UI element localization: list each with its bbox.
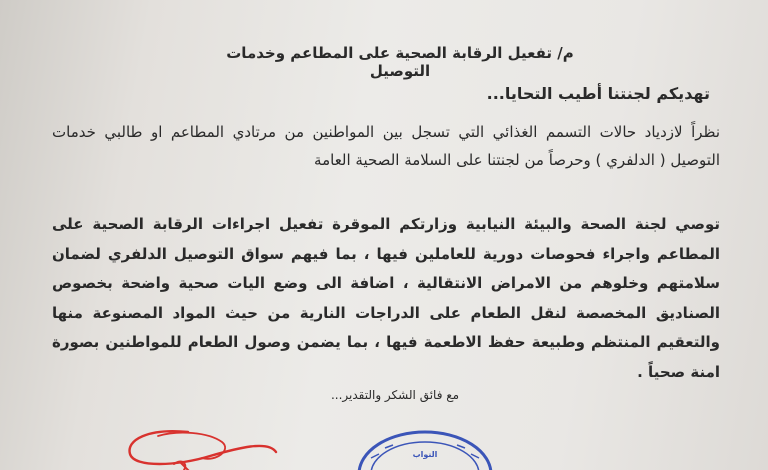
letter-closing: مع فائق الشكر والتقدير... [330, 388, 460, 402]
stamp-text: النواب [412, 450, 438, 459]
official-stamp-icon [345, 418, 505, 470]
letter-greeting: تهديكم لجنتنا أطيب التحايا... [486, 84, 710, 103]
letter-paragraph-intro: نظراً لازدياد حالات التسمم الغذائي التي تسجل بين المواطنين من مرتادي المطاعم او طالبي خدمات التوصيل ( الدلفري ) وحرصاً من لجنتنا على السلامة الصحية العامة [52, 123, 720, 169]
signature-icon [118, 418, 288, 470]
letter-paragraph-recommendation: توصي لجنة الصحة والبيئة النيابية وزارتكم الموقرة تفعيل اجراءات الرقابة الصحية على المطاعم واجراء فحوصات دورية للعاملين فيها ، بما فيهم سواق التوصيل الدلفري لضمان سلامتهم وخلوهم من الامراض الانتقالية ، اضافة الى وضع اليات صحية واضحة بخصوص الصناديق المخصصة لنقل الطعام على الدراجات النارية من حيث المواد المصنوعة منها والتعقيم المنتظم وطبيعة حفظ الاطعمة فيها ، بما يضمن وصول الطعام للمواطنين بصورة امنة صحياً . [52, 215, 720, 381]
letter-subject: م/ تفعيل الرقابة الصحية على المطاعم وخدمات التوصيل [226, 44, 574, 80]
